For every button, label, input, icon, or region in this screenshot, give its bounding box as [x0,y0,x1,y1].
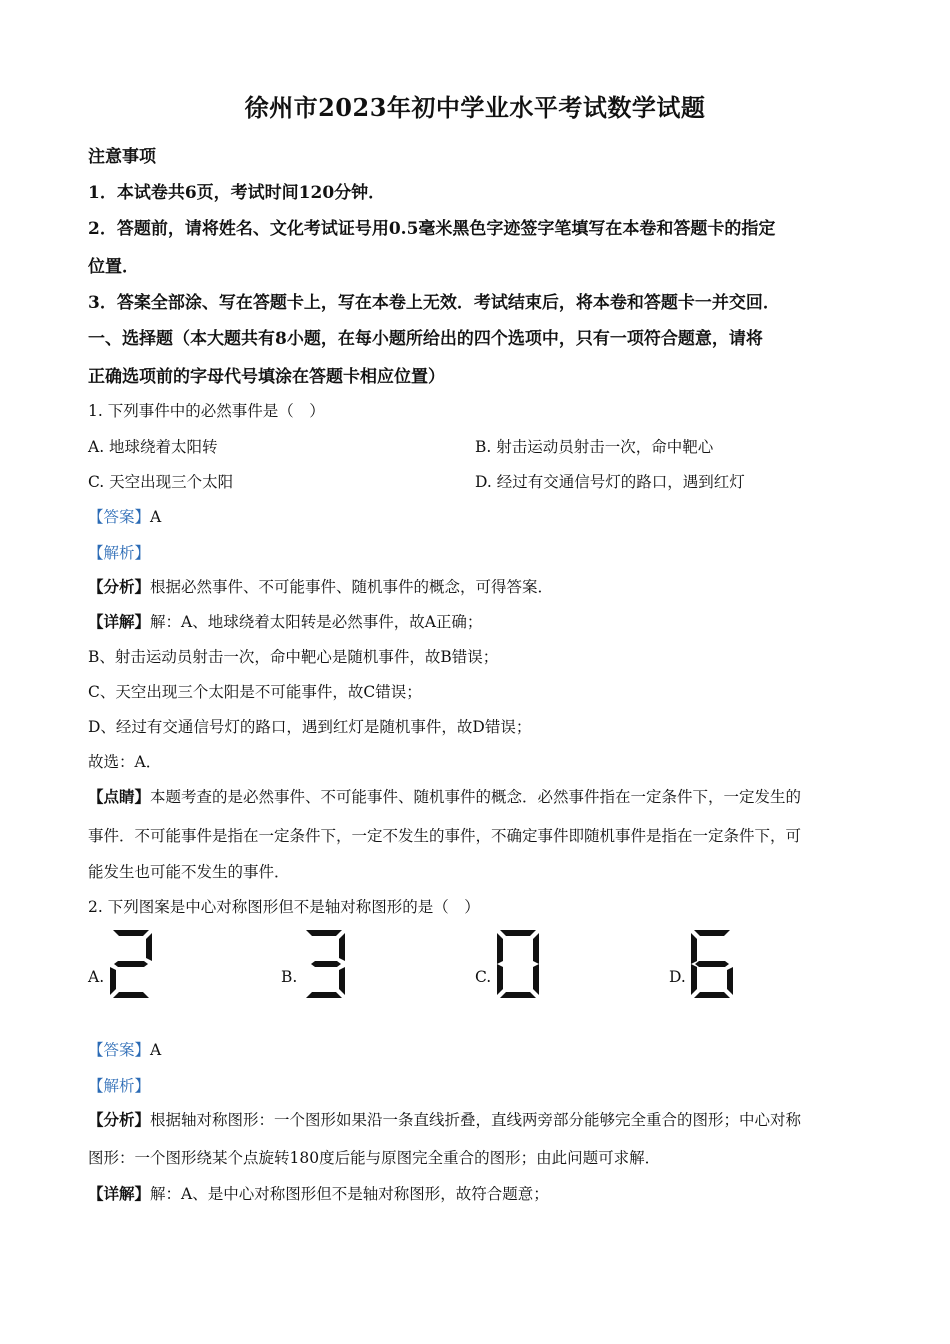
page-title: 徐州市2023年初中学业水平考试数学试题 [244,93,706,122]
notice-item: 2．答题前，请将姓名、文化考试证号用0.5毫米黑色字迹签字笔填写在本卷和答题卡的指定 [88,219,776,239]
notice-item: 位置． [88,257,139,277]
answer-value: A [150,508,162,526]
option-label: C. [475,968,492,986]
digit-6-figure [689,928,735,1000]
q1-analysis-tag: 【解析】 [88,544,151,562]
q1-detail-line: C、天空出现三个太阳是不可能事件，故C错误； [88,683,422,701]
q1-comment-line: 能发生也可能不发生的事件． [88,863,290,881]
comment-text: 本题考查的是必然事件、不可能事件、随机事件的概念．必然事件指在一定条件下，一定发生的 [150,788,802,806]
fenxi-tag: 【分析】 [88,577,151,596]
fenxi-tag: 【分析】 [88,1110,151,1129]
fenxi-text: 根据轴对称图形：一个图形如果沿一条直线折叠，直线两旁部分能够完全重合的图形；中心对称 [150,1111,802,1129]
comment-tag: 【点睛】 [88,787,151,806]
section-heading: 一、选择题（本大题共有8小题，在每小题所给出的四个选项中，只有一项符合题意，请将 [88,329,763,349]
digit-0-figure [495,928,541,1000]
notice-item: 3．答案全部涂、写在答题卡上，写在本卷上无效．考试结束后，将本卷和答题卡一并交回． [88,293,780,313]
detail-tag: 【详解】 [88,612,151,631]
q1-stem: 1. 下列事件中的必然事件是（ ） [88,402,325,420]
notice-heading: 注意事项 [88,147,156,167]
option-label: D. [669,968,686,986]
q1-fenxi [88,576,553,598]
q1-option-c: C. 天空出现三个太阳 [88,473,234,491]
detail-text: 解：A、地球绕着太阳转是必然事件，故A正确； [150,613,483,631]
fenxi-text: 根据必然事件、不可能事件、随机事件的概念，可得答案． [150,578,554,596]
q1-detail [88,611,482,633]
q1-option-d: D. 经过有交通信号灯的路口，遇到红灯 [475,473,745,491]
q2-answer [88,1039,161,1061]
q2-analysis-tag: 【解析】 [88,1077,151,1095]
q1-detail-line: B、射击运动员射击一次，命中靶心是随机事件，故B错误； [88,648,499,666]
answer-tag: 【答案】 [88,508,151,526]
answer-value: A [150,1041,162,1059]
digit-2-figure [108,928,154,1000]
section-heading-cont: 正确选项前的字母代号填涂在答题卡相应位置） [88,367,445,387]
detail-text: 解：A、是中心对称图形但不是轴对称图形，故符合题意； [150,1185,549,1203]
q1-option-b: B. 射击运动员射击一次，命中靶心 [475,438,714,456]
q1-detail-line: 故选：A． [88,753,162,771]
q1-answer [88,506,161,528]
q2-detail [88,1183,549,1205]
option-label: B. [281,968,298,986]
q2-fenxi-line: 图形：一个图形绕某个点旋转180度后能与原图完全重合的图形；由此问题可求解． [88,1149,661,1167]
q1-comment-line: 事件．不可能事件是指在一定条件下，一定不发生的事件，不确定事件即随机事件是指在一定条件下，可 [88,827,802,845]
option-label: A. [88,968,105,986]
q2-fenxi [88,1109,801,1131]
q1-option-a: A. 地球绕着太阳转 [88,438,218,456]
notice-item: 1．本试卷共6页，考试时间120分钟． [88,183,386,203]
detail-tag: 【详解】 [88,1184,151,1203]
q1-comment [88,786,801,808]
digit-3-figure [301,928,347,1000]
answer-tag: 【答案】 [88,1041,151,1059]
q1-detail-line: D、经过有交通信号灯的路口，遇到红灯是随机事件，故D错误； [88,718,532,736]
q2-stem: 2. 下列图案是中心对称图形但不是轴对称图形的是（ ） [88,898,480,916]
